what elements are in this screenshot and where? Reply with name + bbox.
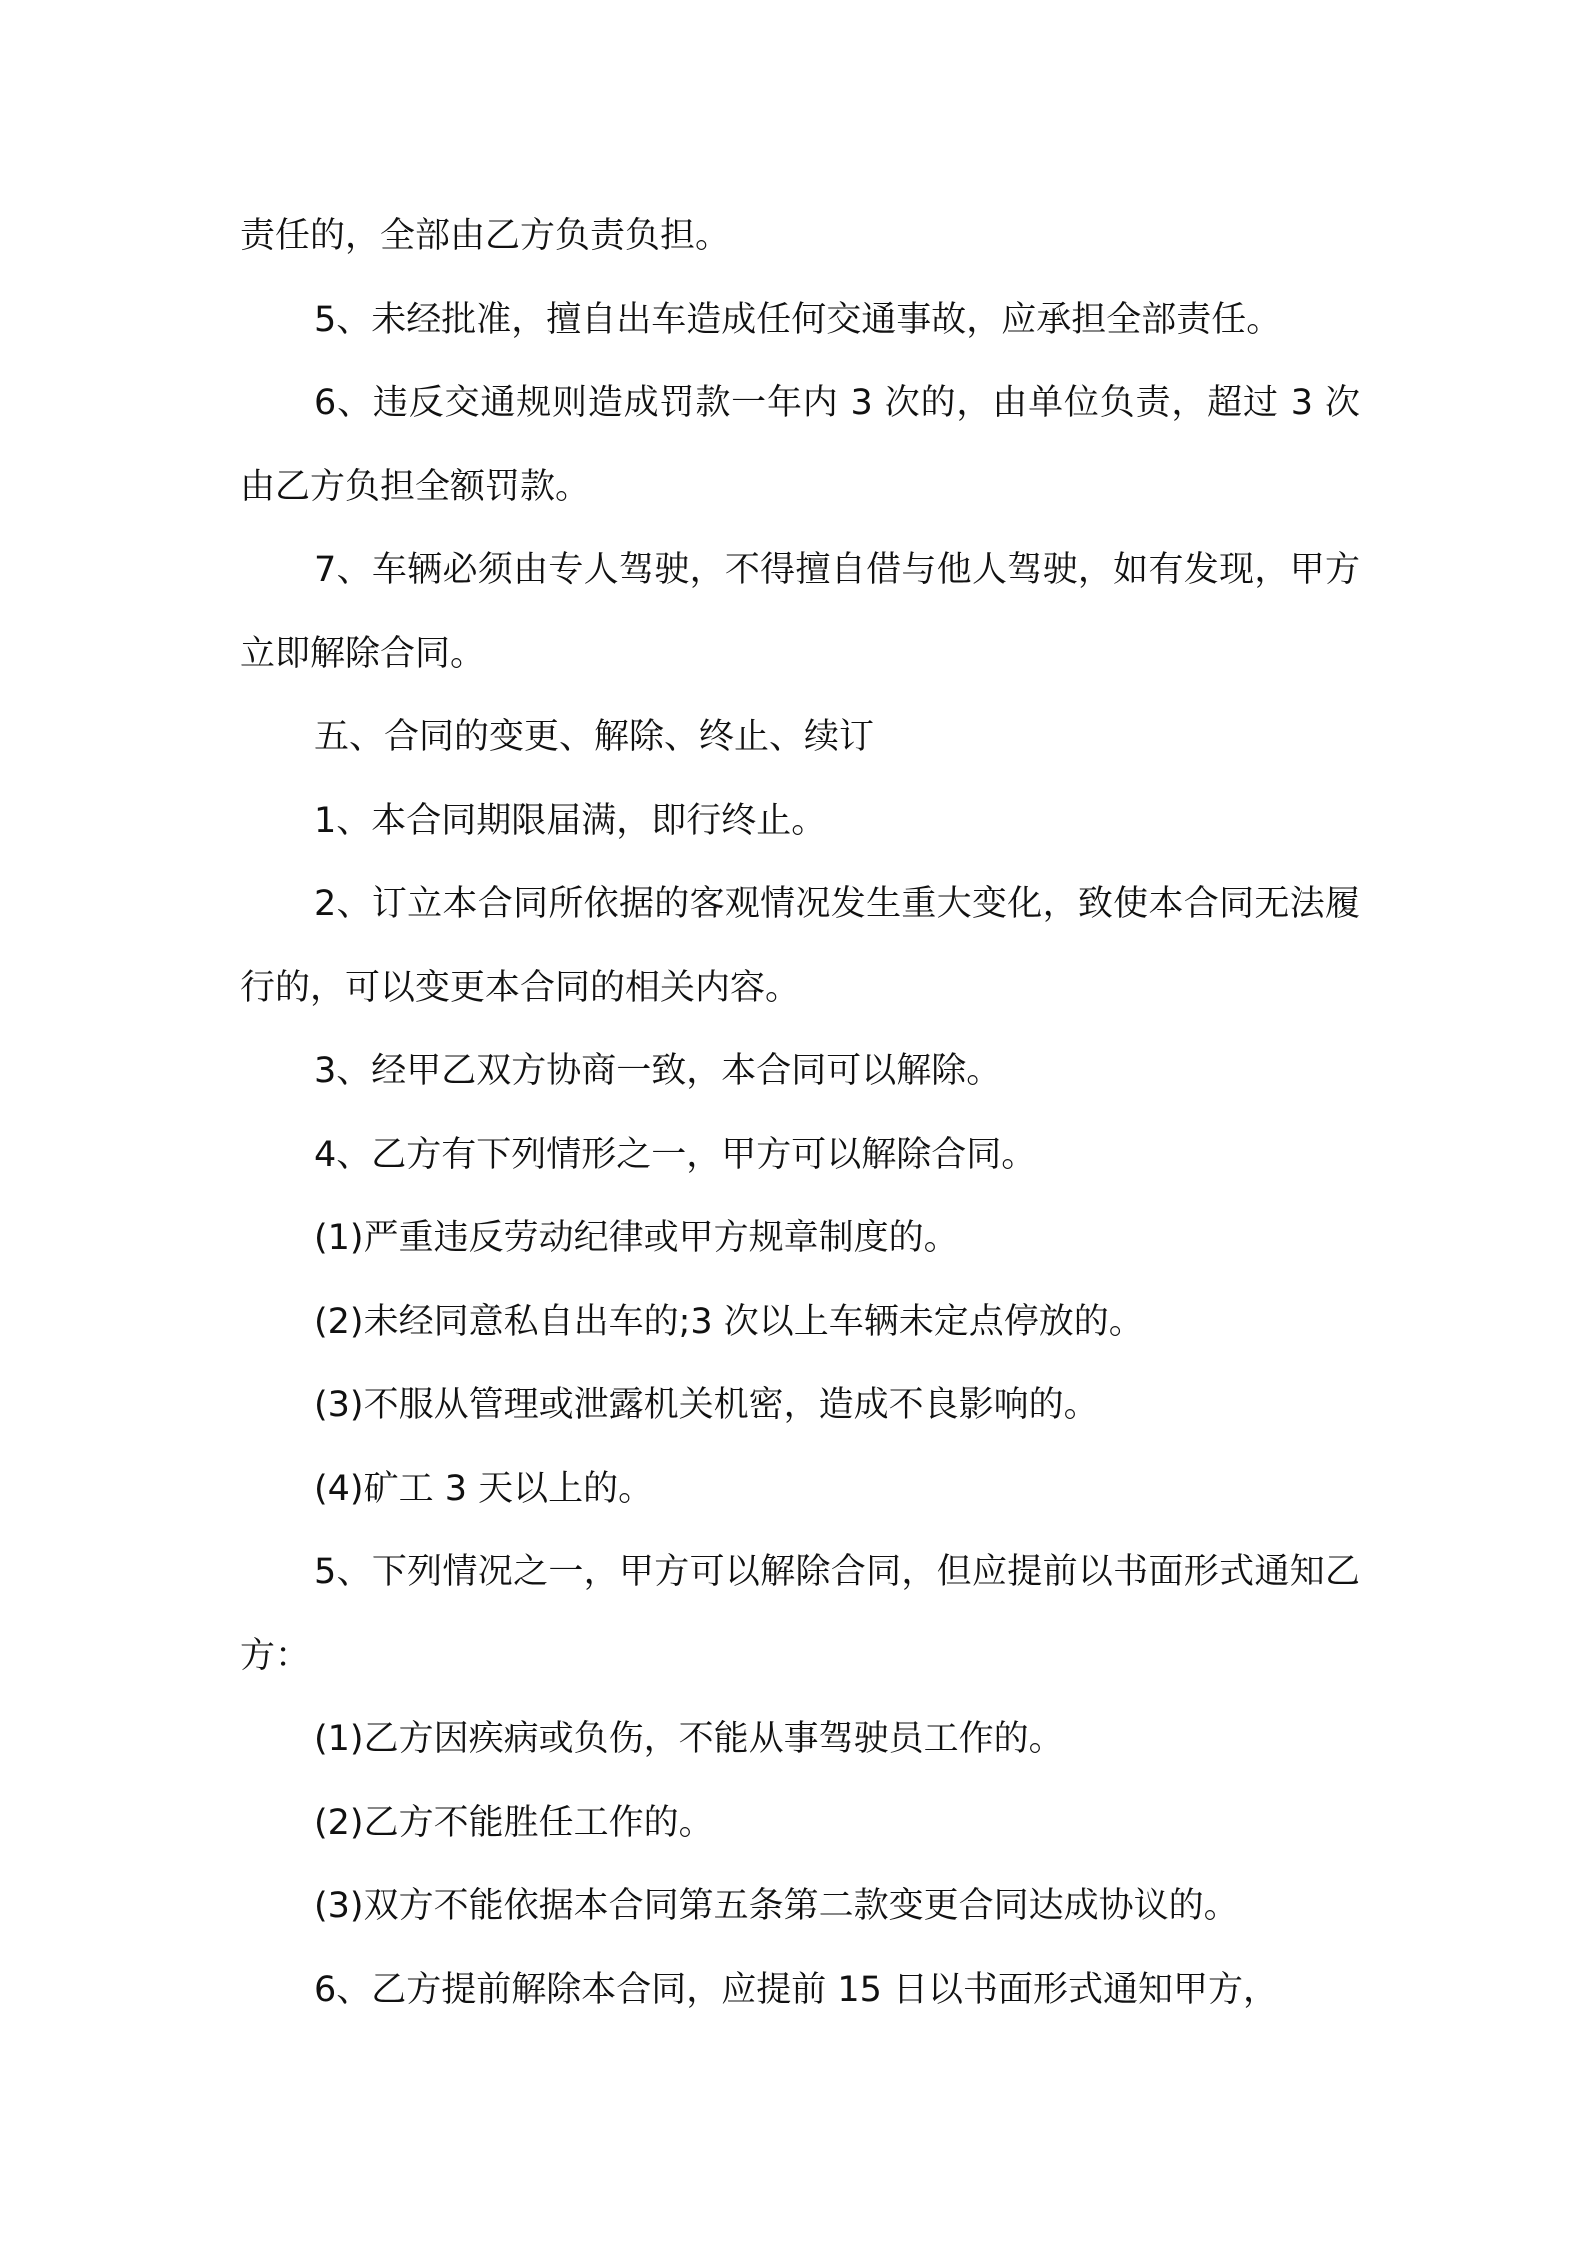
- paragraph: 7、车辆必须由专人驾驶，不得擅自借与他人驾驶，如有发现，甲方立即解除合同。: [240, 550, 1360, 674]
- paragraph: 4、乙方有下列情形之一，甲方可以解除合同。: [314, 1134, 1037, 1175]
- paragraph: 责任的，全部由乙方负责负担。: [240, 216, 731, 256]
- document-body: [240, 195, 1360, 2032]
- paragraph: 2、订立本合同所依据的客观情况发生重大变化，致使本合同无法履行的，可以变更本合同的相关内容。: [240, 884, 1360, 1008]
- list-item: (3)双方不能依据本合同第五条第二款变更合同达成协议的。: [314, 1886, 1239, 1926]
- list-item: (2)乙方不能胜任工作的。: [314, 1802, 714, 1843]
- paragraph: 6、违反交通规则造成罚款一年内 3 次的，由单位负责，超过 3 次由乙方负担全额罚款。: [240, 383, 1360, 507]
- paragraph: 5、未经批准，擅自出车造成任何交通事故，应承担全部责任。: [314, 299, 1282, 340]
- list-item: (4)矿工 3 天以上的。: [314, 1468, 654, 1509]
- paragraph: 5、下列情况之一，甲方可以解除合同，但应提前以书面形式通知乙方：: [240, 1552, 1360, 1676]
- paragraph: 3、经甲乙双方协商一致，本合同可以解除。: [314, 1051, 1002, 1091]
- paragraph: 1、本合同期限届满，即行终止。: [314, 800, 827, 841]
- list-item: (1)严重违反劳动纪律或甲方规章制度的。: [314, 1218, 959, 1258]
- list-item: (2)未经同意私自出车的;3 次以上车辆未定点停放的。: [314, 1301, 1144, 1342]
- section-heading: 五、合同的变更、解除、终止、续订: [314, 717, 875, 757]
- list-item: (1)乙方因疾病或负伤，不能从事驾驶员工作的。: [314, 1719, 1064, 1759]
- paragraph: 6、乙方提前解除本合同，应提前 15 日以书面形式通知甲方，: [314, 1969, 1279, 2010]
- list-item: (3)不服从管理或泄露机关机密，造成不良影响的。: [314, 1385, 1099, 1425]
